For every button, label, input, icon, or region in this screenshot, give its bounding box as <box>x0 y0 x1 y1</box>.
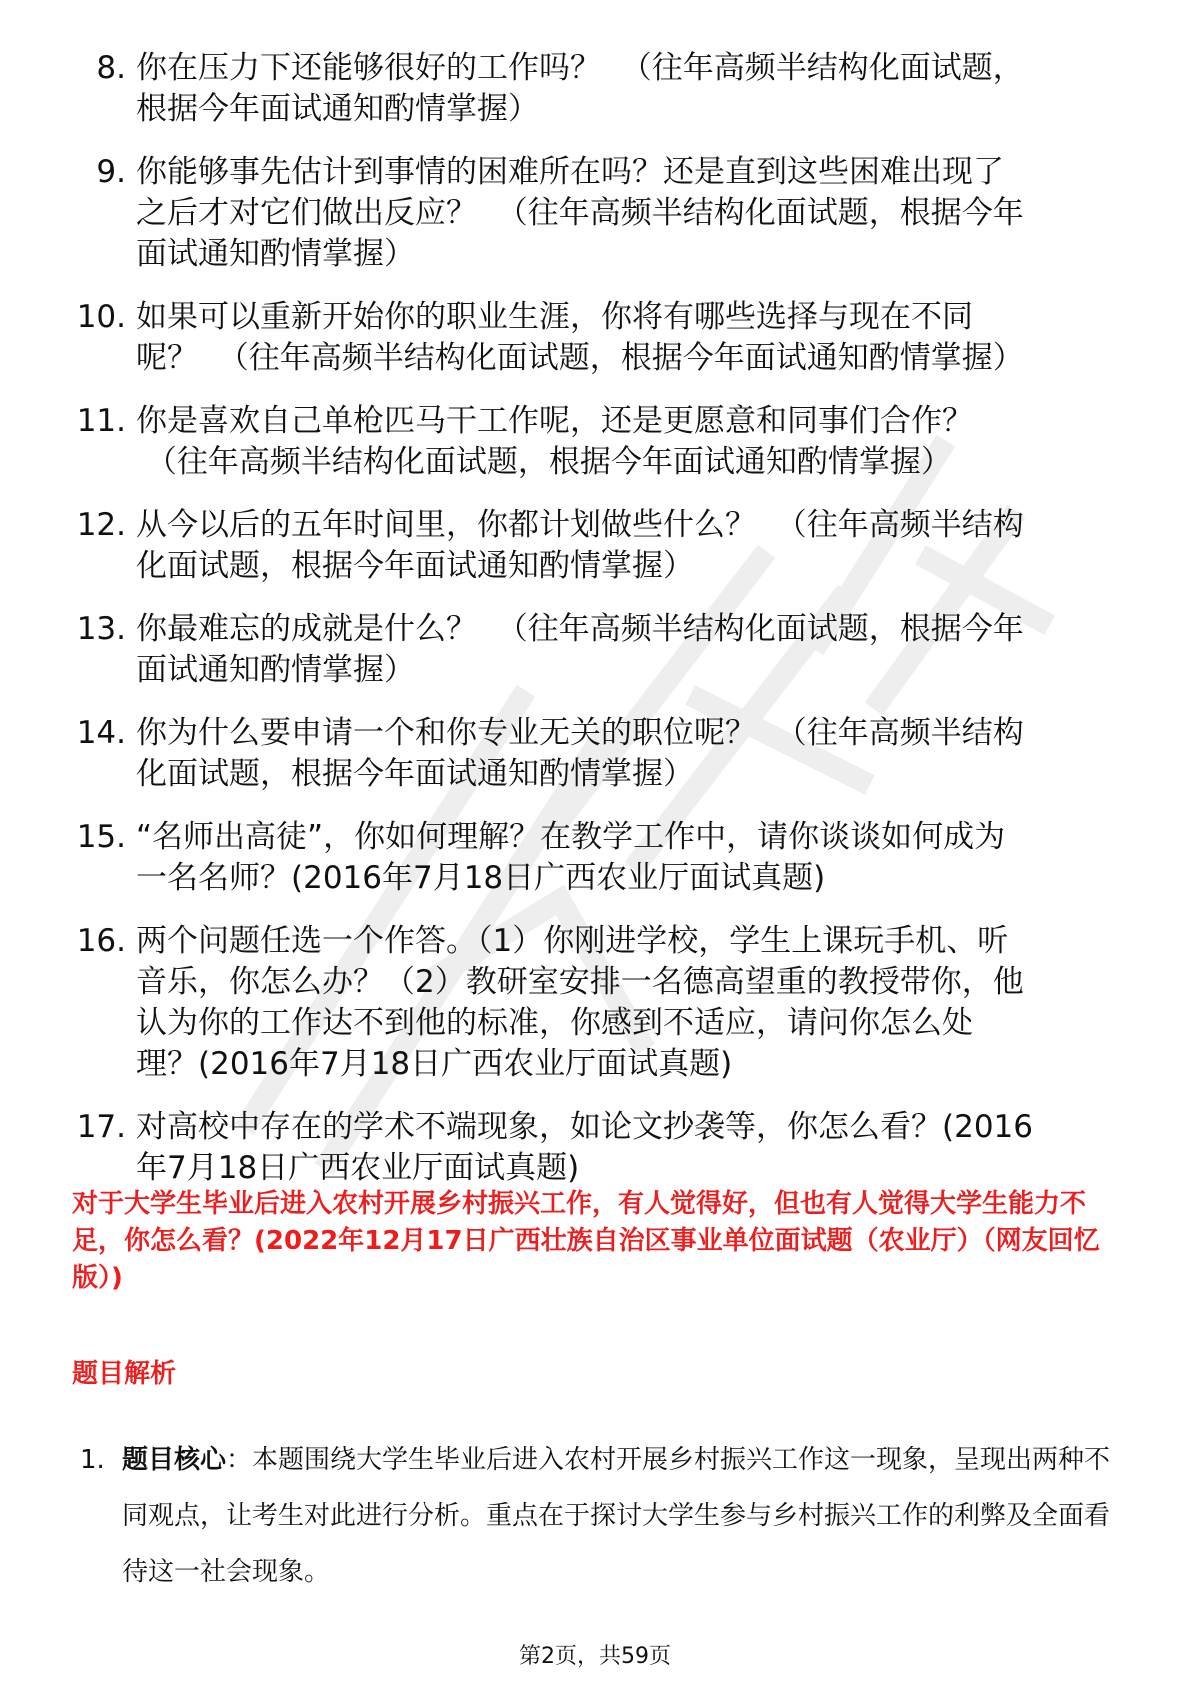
item-number: 10. <box>76 299 126 335</box>
item-number: 12. <box>76 507 126 543</box>
list-item <box>66 152 1136 275</box>
list-item <box>66 297 1136 379</box>
item-number: 1. <box>80 1445 105 1475</box>
analysis-separator: ： <box>226 1445 253 1475</box>
question-text: 对高校中存在的学术不端现象，如论文抄袭等，你怎么看？(2016 年7月18日广西农业厅面试真题) <box>136 1109 1033 1186</box>
list-item <box>66 1107 1136 1189</box>
list-item <box>66 401 1136 483</box>
list-item <box>66 505 1136 587</box>
list-item <box>66 609 1136 691</box>
list-item <box>66 713 1136 795</box>
list-item <box>66 48 1136 130</box>
page-footer: 第2页，共59页 <box>519 1644 671 1669</box>
question-text: 你是喜欢自己单枪匹马干工作呢，还是更愿意和同事们合作？ （往年高频半结构化面试题，根据今年面试通知酌情掌握） <box>136 403 973 480</box>
question-text: 两个问题任选一个作答。（1）你刚进学校，学生上课玩手机、听 音乐，你怎么办？（2）教研室安排一名德高望重的教授带你，他 认为你的工作达不到他的标准，你感到不适应，请问你怎么处 理？(2016年7月18日广西农业厅面试真题) <box>136 923 1024 1082</box>
analysis-label: 题目核心 <box>122 1445 227 1475</box>
highlight-question: 对于大学生毕业后进入农村开展乡村振兴工作，有人觉得好，但也有人觉得大学生能力不足，你怎么看？(2022年12月17日广西壮族自治区事业单位面试题（农业厅）（网友回忆版）) <box>72 1189 1100 1293</box>
item-number: 11. <box>76 403 126 439</box>
question-text: 如果可以重新开始你的职业生涯，你将有哪些选择与现在不同 呢？ （往年高频半结构化面试题，根据今年面试通知酌情掌握） <box>136 299 1024 376</box>
item-number: 17. <box>76 1109 126 1145</box>
analysis-list <box>80 1432 1130 1600</box>
question-text: 你能够事先估计到事情的困难所在吗？还是直到这些困难出现了 之后才对它们做出反应？ （往年高频半结构化面试题，根据今年 面试通知酌情掌握） <box>136 154 1024 272</box>
question-list <box>66 48 1136 1211</box>
item-number: 8. <box>96 50 126 86</box>
item-number: 16. <box>76 923 126 959</box>
item-number: 9. <box>96 154 126 190</box>
question-text: 你为什么要申请一个和你专业无关的职位呢？ （往年高频半结构 化面试题，根据今年面试通知酌情掌握） <box>136 715 1024 792</box>
question-text: 你最难忘的成就是什么？ （往年高频半结构化面试题，根据今年 面试通知酌情掌握） <box>136 611 1024 688</box>
list-item <box>66 921 1136 1085</box>
analysis-text: 本题围绕大学生毕业后进入农村开展乡村振兴工作这一现象，呈现出两种不同观点，让考生对此进行分析。重点在于探讨大学生参与乡村振兴工作的利弊及全面看待这一社会现象。 <box>122 1445 1111 1587</box>
item-number: 14. <box>76 715 126 751</box>
analysis-heading: 题目解析 <box>72 1359 177 1389</box>
question-text: 从今以后的五年时间里，你都计划做些什么？ （往年高频半结构 化面试题，根据今年面试通知酌情掌握） <box>136 507 1024 584</box>
list-item <box>66 817 1136 899</box>
item-number: 15. <box>76 819 126 855</box>
item-number: 13. <box>76 611 126 647</box>
analysis-item <box>80 1432 1130 1600</box>
question-text: 你在压力下还能够很好的工作吗？ （往年高频半结构化面试题， 根据今年面试通知酌情掌握） <box>136 50 1024 127</box>
question-text: “名师出高徒”，你如何理解？在教学工作中，请你谈谈如何成为 一名名师？(2016年7月18日广西农业厅面试真题) <box>136 819 1006 896</box>
analysis-body <box>122 1432 1130 1600</box>
